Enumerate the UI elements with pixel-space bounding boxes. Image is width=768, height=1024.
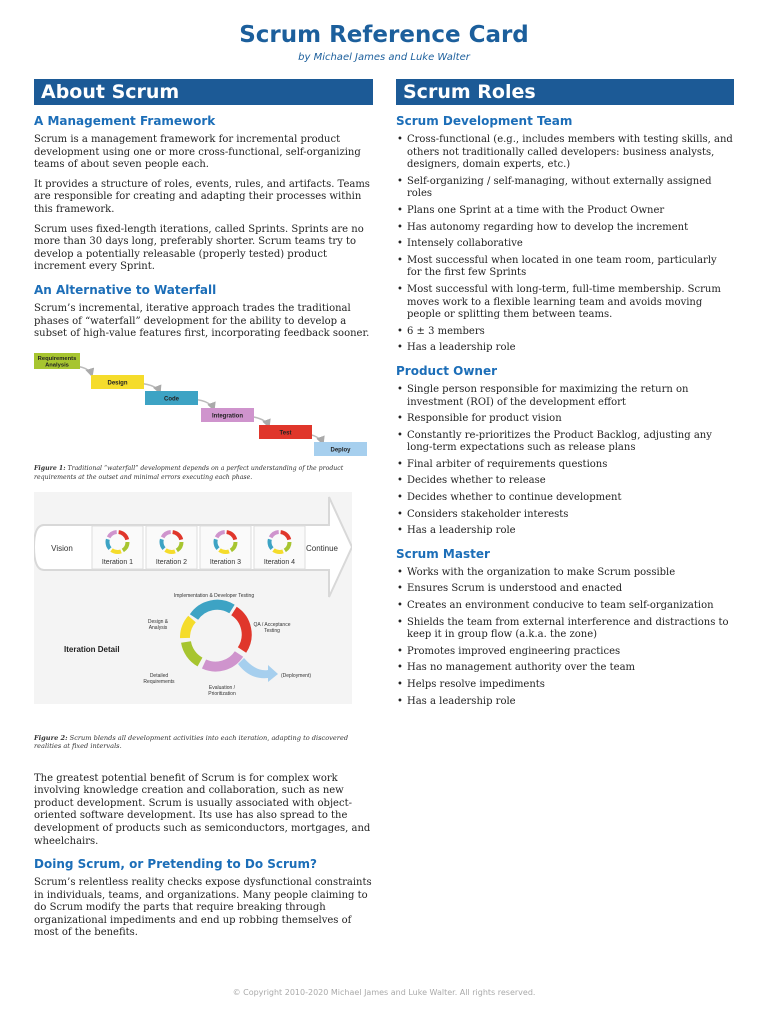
list-item: • Has a leadership role [396, 525, 734, 538]
waterfall-step-requirements-label: Requirements [37, 355, 77, 362]
scrum-master-heading: Scrum Master [396, 546, 490, 561]
iteration-2-label: Iteration 2 [155, 558, 188, 566]
iteration-3-box [200, 526, 251, 569]
list-item: • Most successful when located in one team room, particularly for the first few Sprints [396, 255, 734, 280]
pretending-paragraph: Scrum’s relentless reality checks expose dysfunctional constraints in individuals, teams, and organizations. Many people claiming to do Scrum modify the parts that require breaking through organizational impediments and end up robbing themselves of most of the benefits. [34, 877, 372, 939]
list-item: • Self-organizing / self-managing, without externally assigned roles [396, 176, 734, 201]
waterfall-diagram [34, 348, 373, 482]
cycle-label-evaluation: Evaluation / [208, 684, 236, 691]
product-owner-heading: Product Owner [396, 363, 498, 378]
iteration-1-label: Iteration 1 [101, 558, 134, 566]
figure-1-caption-line2: requirements at the outset and minimal errors executing each phase. [34, 473, 253, 481]
list-item: • Plans one Sprint at a time with the Product Owner [396, 205, 734, 218]
list-item: • Has a leadership role [396, 342, 734, 355]
waterfall-step-requirements-label2: Analysis [45, 362, 69, 369]
list-item: • Shields the team from external interference and distractions to keep it in group flow (a.k.a. the zone) [396, 617, 734, 642]
page-title: Scrum Reference Card [239, 22, 529, 48]
figure-1-caption-line1: Traditional “waterfall” development depends on a perfect understanding of the product [65, 464, 344, 472]
pretending-heading: Doing Scrum, or Pretending to Do Scrum? [34, 857, 317, 872]
management-framework-heading: A Management Framework [34, 114, 216, 128]
about-scrum-bar: About Scrum [34, 79, 373, 105]
list-item: • Most successful with long-term, full-time membership. Scrum moves work to a flexible learning team and avoids moving people or splitting them between teams. [396, 284, 734, 322]
scrum-roles-column [396, 79, 734, 712]
list-item: • Responsible for product vision [396, 413, 734, 426]
copyright-footer: © Copyright 2010-2020 Michael James and Luke Walter. All rights reserved. [232, 988, 536, 997]
list-item: • Has no management authority over the team [396, 662, 734, 675]
list-item: • Final arbiter of requirements questions [396, 459, 734, 472]
dev-team-list [396, 134, 734, 355]
cycle-label-qa: QA / Acceptance [253, 621, 291, 628]
dev-team-heading: Scrum Development Team [396, 114, 573, 128]
cycle-label-implementation: Implementation & Developer Testing [173, 592, 255, 599]
continue-label: Continue [305, 543, 339, 553]
cycle-label-design: Design & [147, 618, 169, 625]
benefit-paragraph: The greatest potential benefit of Scrum is for complex work involving knowledge creation and collaboration, such as new product development. Scrum is usually associated with object-oriented software development. Its use has also spread to the development of products such as semiconductors, mortgages, and wheelchairs. [34, 772, 371, 847]
figure-1-caption [34, 465, 344, 472]
framework-paragraph-2: It provides a structure of roles, events, rules, and artifacts. Teams are responsible for creating and adapting their processes within this framework. [34, 178, 370, 215]
cycle-label-requirements-2: Requirements [143, 678, 175, 685]
page-subtitle: by Michael James and Luke Walter [298, 52, 470, 63]
figure-2-caption [34, 734, 373, 751]
list-item: • Constantly re-prioritizes the Product Backlog, adjusting any long-term expectations such as release plans [396, 430, 734, 455]
list-item: • Single person responsible for maximizing the return on investment (ROI) of the development effort [396, 384, 734, 409]
list-item: • Considers stakeholder interests [396, 509, 734, 522]
figure-1-caption-label: Figure 1: [34, 464, 66, 472]
cycle-label-deployment: (Deployment) [280, 672, 312, 679]
list-item: • Decides whether to release [396, 475, 734, 488]
framework-paragraph-1: Scrum is a management framework for incremental product development using one or more cross-functional, self-organizing teams of about seven people each. [34, 134, 361, 171]
iteration-1-box [92, 526, 143, 569]
cycle-label-requirements: Detailed [149, 672, 169, 679]
iteration-detail-label: Iteration Detail [64, 644, 120, 654]
cycle-label-design-2: Analysis [148, 624, 168, 631]
cycle-label-qa-2: Testing [264, 627, 280, 634]
iteration-4-label: Iteration 4 [263, 558, 296, 566]
waterfall-step-test-label: Test [279, 430, 292, 437]
waterfall-heading: An Alternative to Waterfall [34, 282, 217, 297]
list-item: • 6 ± 3 members [396, 326, 734, 339]
iterative-diagram [34, 492, 352, 704]
list-item: • Works with the organization to make Scrum possible [396, 567, 734, 580]
iteration-2-box [146, 526, 197, 569]
figure-2-caption-text: Scrum blends all development activities into each iteration, adapting to discovered realities at fixed intervals. [34, 733, 349, 751]
waterfall-step-design-label: Design [107, 380, 128, 387]
list-item: • Has autonomy regarding how to develop the increment [396, 222, 734, 235]
framework-paragraph-3: Scrum uses fixed-length iterations, called Sprints. Sprints are no more than 30 days long, preferably shorter. Scrum teams try to develop a potentially releasable (properly tested) product increment every Sprint. [34, 223, 364, 273]
figure-2-caption-label: Figure 2: [34, 733, 68, 742]
scrum-roles-bar: Scrum Roles [396, 79, 734, 105]
waterfall-paragraph: Scrum’s incremental, iterative approach trades the traditional phases of “waterfall” development for the ability to develop a subset of high-value features first, incorporating feedback sooner. [34, 302, 370, 340]
iteration-4-box [254, 526, 305, 569]
list-item: • Cross-functional (e.g., includes members with testing skills, and others not traditionally called developers: business analysts, designers, domain experts, etc.) [396, 134, 734, 172]
waterfall-step-code-label: Code [164, 396, 179, 403]
product-owner-list [396, 384, 734, 538]
list-item: • Intensely collaborative [396, 238, 734, 251]
list-item: • Has a leadership role [396, 696, 734, 709]
scrum-master-list [396, 567, 734, 708]
list-item: • Helps resolve impediments [396, 679, 734, 692]
list-item: • Promotes improved engineering practices [396, 646, 734, 659]
waterfall-step-deploy-label: Deploy [330, 447, 351, 454]
list-item: • Decides whether to continue development [396, 492, 734, 505]
cycle-label-evaluation-2: Prioritization [208, 690, 236, 697]
list-item: • Ensures Scrum is understood and enacted [396, 583, 734, 596]
iteration-3-label: Iteration 3 [209, 558, 242, 566]
waterfall-step-integration-label: Integration [212, 413, 243, 420]
vision-label: Vision [51, 543, 73, 553]
list-item: • Creates an environment conducive to team self-organization [396, 600, 734, 613]
about-scrum-column [34, 79, 373, 947]
